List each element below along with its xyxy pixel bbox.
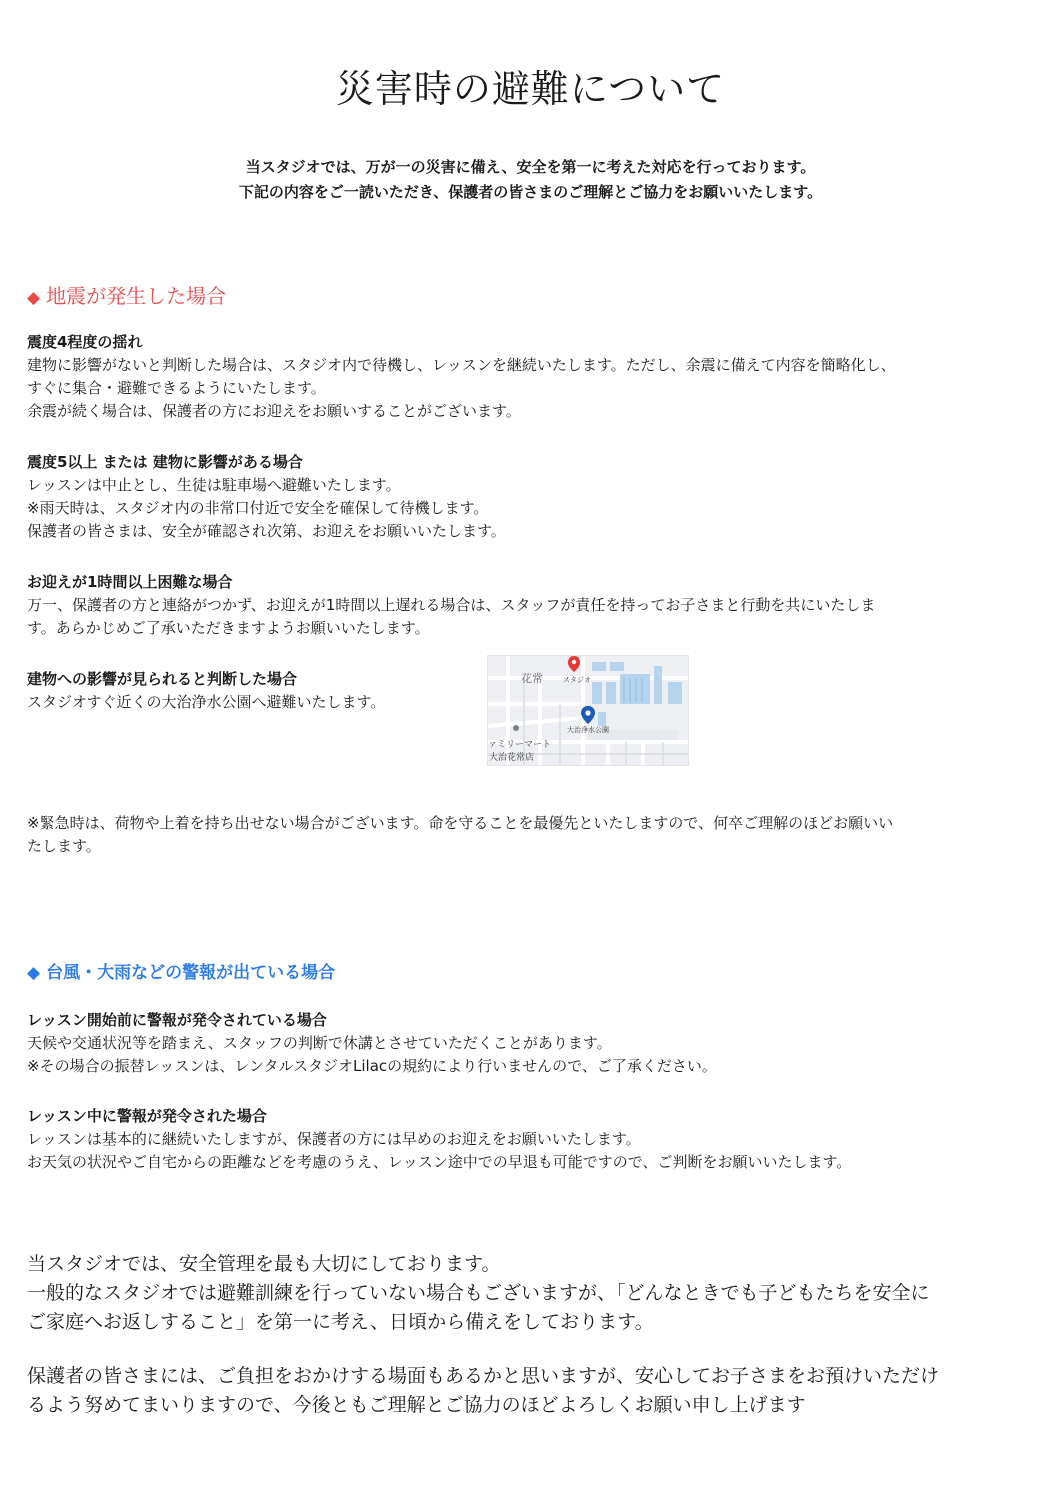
diamond-icon: ◆ bbox=[27, 288, 41, 308]
earthquake-heading bbox=[27, 280, 226, 309]
map-label-area: 花常 bbox=[521, 673, 543, 685]
closing-paragraph-2 bbox=[27, 1362, 1057, 1420]
intro-line: 下記の内容をご一読いただき、保護者の皆さまのご理解とご協力をお願いいたします。 bbox=[238, 183, 823, 201]
closing-line: るよう努めてまいりますので、今後ともご理解とご協力のほどよろしくお願い申し上げます bbox=[27, 1394, 806, 1416]
quake-block-intensity-4 bbox=[27, 331, 1057, 423]
block-line: レッスンは中止とし、生徒は駐車場へ避難いたします。 bbox=[27, 476, 401, 494]
block-line: 保護者の皆さまは、安全が確認され次第、お迎えをお願いいたします。 bbox=[27, 522, 506, 540]
diamond-icon: ◆ bbox=[27, 963, 41, 983]
block-line: すぐに集合・避難できるようにいたします。 bbox=[27, 379, 326, 397]
map-label-store: ァミリーマート bbox=[488, 739, 552, 749]
closing-line: 当スタジオでは、安全管理を最も大切にしております。 bbox=[27, 1253, 501, 1275]
closing-line: ご家庭へお返しすること」を第一に考え、日頃から備えをしております。 bbox=[27, 1311, 654, 1333]
closing-line: 一般的なスタジオでは避難訓練を行っていない場合もございますが、「どんなときでも子どもたちを安全に bbox=[27, 1282, 930, 1304]
block-title: レッスン中に警報が発令された場合 bbox=[27, 1107, 267, 1125]
earthquake-heading-text: 地震が発生した場合 bbox=[46, 284, 227, 308]
map-label-studio: スタジオ bbox=[563, 677, 591, 684]
block-line: お天気の状況やご自宅からの距離などを考慮のうえ、レッスン途中での早退も可能ですので、ご判断をお願いいたします。 bbox=[27, 1153, 852, 1171]
store-icon bbox=[513, 725, 519, 731]
block-line: レッスンは基本的に継続いたしますが、保護者の方には早めのお迎えをお願いいたします。 bbox=[27, 1130, 641, 1148]
note-line: たします。 bbox=[27, 837, 101, 855]
block-title: 震度4程度の揺れ bbox=[27, 333, 143, 351]
block-line: ※雨天時は、スタジオ内の非常口付近で安全を確保して待機します。 bbox=[27, 499, 489, 517]
quake-block-evacuation bbox=[27, 668, 467, 714]
page-title: 災害時の避難について bbox=[335, 67, 726, 111]
block-title: 建物への影響が見られると判断した場合 bbox=[27, 670, 298, 688]
storm-heading bbox=[27, 958, 335, 983]
map-label-store-branch: 大治花常店 bbox=[489, 752, 535, 762]
evacuation-map bbox=[487, 655, 689, 766]
block-line: 万一、保護者の方と連絡がつかず、お迎えが1時間以上遅れる場合は、スタッフが責任を持ってお子さまと行動を共にいたしま bbox=[27, 596, 876, 614]
map-label-park: 大治浄水公園 bbox=[567, 727, 609, 734]
block-line: 建物に影響がないと判断した場合は、スタジオ内で待機し、レッスンを継続いたします。ただし、余震に備えて内容を簡略化し、 bbox=[27, 356, 896, 374]
quake-block-intensity-5 bbox=[27, 451, 1057, 543]
block-title: レッスン開始前に警報が発令されている場合 bbox=[27, 1011, 327, 1029]
block-line: 余震が続く場合は、保護者の方にお迎えをお願いすることがございます。 bbox=[27, 402, 521, 420]
storm-heading-text: 台風・大雨などの警報が出ている場合 bbox=[46, 963, 336, 983]
intro-line: 当スタジオでは、万が一の災害に備え、安全を第一に考えた対応を行っております。 bbox=[245, 158, 816, 176]
block-line: ※その場合の振替レッスンは、レンタルスタジオLilacの規約により行いませんので、ご了承ください。 bbox=[27, 1057, 717, 1075]
note-line: ※緊急時は、荷物や上着を持ち出せない場合がございます。命を守ることを最優先といたしますので、何卒ご理解のほどお願いい bbox=[27, 814, 894, 832]
block-title: 震度5以上 または 建物に影響がある場合 bbox=[27, 453, 303, 471]
block-line: 天候や交通状況等を踏まえ、スタッフの判断で休講とさせていただくことがあります。 bbox=[27, 1034, 612, 1052]
quake-emergency-note bbox=[27, 812, 1057, 858]
intro-text bbox=[0, 155, 1061, 205]
closing-line: 保護者の皆さまには、ご負担をおかけする場面もあるかと思いますが、安心してお子さまをお預けいただけ bbox=[27, 1365, 940, 1387]
block-title: お迎えが1時間以上困難な場合 bbox=[27, 573, 233, 591]
closing-paragraph-1 bbox=[27, 1250, 1057, 1337]
storm-block-before-lesson bbox=[27, 1009, 1057, 1078]
block-line: す。あらかじめご了承いただきますようお願いいたします。 bbox=[27, 619, 430, 637]
block-line: スタジオすぐ近くの大治浄水公園へ避難いたします。 bbox=[27, 693, 386, 711]
quake-block-pickup-delay bbox=[27, 571, 1057, 640]
storm-block-during-lesson bbox=[27, 1105, 1057, 1174]
